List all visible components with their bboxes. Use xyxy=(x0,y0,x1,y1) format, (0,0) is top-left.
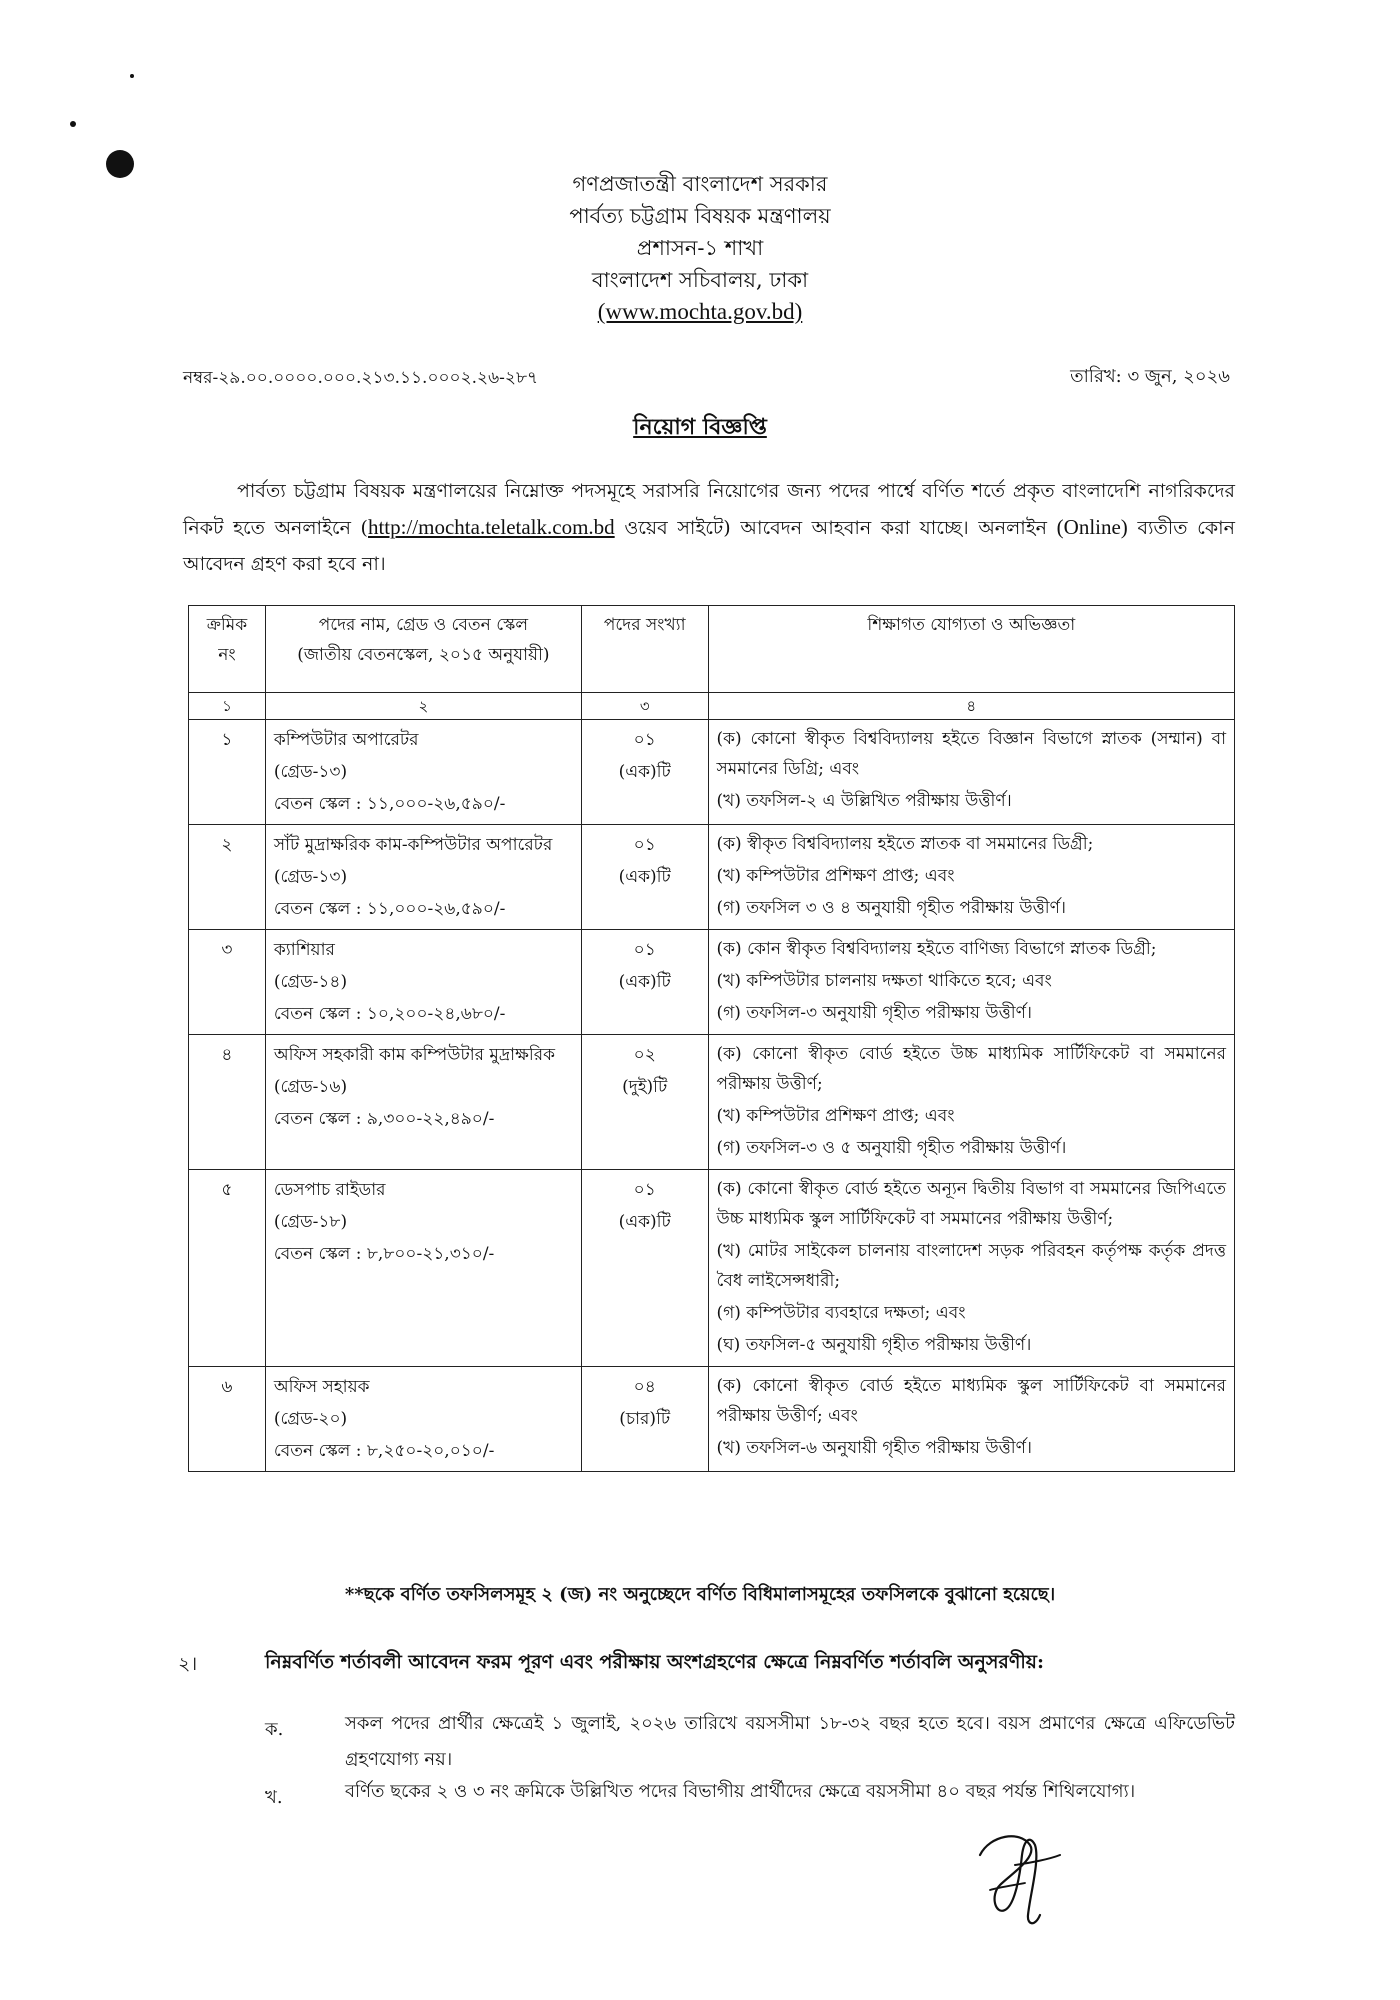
post-count: ০১ xyxy=(633,1180,656,1200)
post-cell xyxy=(265,930,581,1035)
vacancy-row xyxy=(189,930,1235,1035)
post-grade: (গ্রেড-১৬) xyxy=(273,1077,348,1097)
pay-scale: বেতন স্কেল : ১১,০০০-২৬,৫৯০/- xyxy=(273,794,506,814)
requirement-item: (গ) তফসিল-৩ ও ৫ অনুযায়ী গৃহীত পরীক্ষায় উত্তীর্ণ। xyxy=(716,1138,1067,1158)
condition-text: সকল পদের প্রার্থীর ক্ষেত্রেই ১ জুলাই, ২০২৬ তারিখে বয়সসীমা ১৮-৩২ বছর হতে হবে। বয়স প্রমাণের ক্ষেত্রে এফিডেভিট গ্রহণযোগ্য নয়। xyxy=(345,1713,1235,1770)
requirement-item: (ক) কোনো স্বীকৃত বোর্ড হইতে উচ্চ মাধ্যমিক সার্টিফিকেট বা সমমানের পরীক্ষায় উত্তীর্ণ; xyxy=(716,1044,1226,1094)
header-serial: ক্রমিক নং xyxy=(189,606,266,693)
notice-title: নিয়োগ বিজ্ঞপ্তি xyxy=(633,414,767,440)
table-header-row xyxy=(189,606,1235,693)
intro-text-1: পার্বত্য চট্টগ্রাম বিষয়ক মন্ত্রণালয়ের নিম্নোক্ত পদসমূহে সরাসরি নিয়োগের জন্য পদের পার্শ্বে বর্ণিত শর্তে প্রকৃত বাংলাদেশি নাগরিকদের নিকট হতে অনলাইনে ( xyxy=(183,480,1235,539)
post-grade: (গ্রেড-১৮) xyxy=(273,1212,348,1232)
memo-number: নম্বর-২৯.০০.০০০০.০০০.২১৩.১১.০০০২.২৬-২৮৭ xyxy=(183,368,539,388)
post-name: অফিস সহকারী কাম কম্পিউটার মুদ্রাক্ষরিক xyxy=(273,1045,555,1065)
post-count: ০১ xyxy=(633,730,656,750)
requirement-item: (গ) তফসিল ৩ ও ৪ অনুযায়ী গৃহীত পরীক্ষায় উত্তীর্ণ। xyxy=(716,898,1066,918)
vacancy-table xyxy=(188,605,1235,1472)
pay-scale: বেতন স্কেল : ১০,২০০-২৪,৬৮০/- xyxy=(273,1004,506,1024)
post-grade: (গ্রেড-১৩) xyxy=(273,762,348,782)
condition-letter: ক. xyxy=(265,1719,284,1740)
post-grade: (গ্রেড-১৩) xyxy=(273,867,348,887)
post-cell xyxy=(265,720,581,825)
pay-scale: বেতন স্কেল : ৯,৩০০-২২,৪৯০/- xyxy=(273,1109,495,1129)
requirement-item: (খ) কম্পিউটার চালনায় দক্ষতা থাকিতে হবে; এবং xyxy=(716,971,1052,991)
post-count-words: (এক)টি xyxy=(618,972,671,992)
scan-dot xyxy=(70,121,76,127)
qualification-cell xyxy=(708,1035,1234,1170)
qualification-cell xyxy=(708,720,1234,825)
vacancy-row xyxy=(189,720,1235,825)
table-footnote: **ছকে বর্ণিত তফসিলসমূহ ২ (জ) নং অনুচ্ছেদে বর্ণিত বিধিমালাসমূহের তফসিলকে বুঝানো হয়েছে। xyxy=(344,1584,1056,1605)
requirement-item: (খ) কম্পিউটার প্রশিক্ষণ প্রাপ্ত; এবং xyxy=(716,1106,955,1126)
header-post xyxy=(265,606,581,693)
section-number: ২। xyxy=(178,1653,198,1675)
serial-cell: ৪ xyxy=(189,1035,266,1170)
count-cell xyxy=(581,1035,708,1170)
post-grade: (গ্রেড-১৪) xyxy=(273,972,348,992)
qualification-cell xyxy=(708,1170,1234,1367)
scan-dot xyxy=(130,74,134,78)
intro-text-3: ব্যতীত কোন আবেদন গ্রহণ করা হবে না। xyxy=(183,517,1235,575)
post-count: ০২ xyxy=(633,1045,656,1065)
signature-image xyxy=(960,1815,1070,1935)
requirement-item: (ক) কোন স্বীকৃত বিশ্ববিদ্যালয় হইতে বাণিজ্য বিভাগে স্নাতক ডিগ্রী; xyxy=(716,939,1157,959)
count-cell xyxy=(581,930,708,1035)
section-heading: নিম্নবর্ণিত শর্তাবলী আবেদন ফরম পূরণ এবং পরীক্ষায় অংশগ্রহণের ক্ষেত্রে নিম্নবর্ণিত শর্তাবলি অনুসরণীয়: xyxy=(265,1651,1044,1673)
post-name: কম্পিউটার অপারেটর xyxy=(273,730,419,750)
letterhead xyxy=(0,168,1400,328)
notice-date: তারিখ: ৩ জুন, ২০২৬ xyxy=(1070,366,1230,387)
requirement-item: (গ) তফসিল-৩ অনুযায়ী গৃহীত পরীক্ষায় উত্তীর্ণ। xyxy=(716,1003,1032,1023)
requirement-item: (ক) কোনো স্বীকৃত বোর্ড হইতে অন্যূন দ্বিতীয় বিভাগ বা সমমানের জিপিএতে উচ্চ মাধ্যমিক স্কুল সার্টিফিকেট বা সমমানের পরীক্ষায় উত্তীর্ণ; xyxy=(716,1179,1226,1229)
serial-cell: ৫ xyxy=(189,1170,266,1367)
vacancy-rows xyxy=(189,720,1235,1472)
post-name: অফিস সহায়ক xyxy=(273,1377,370,1397)
pay-scale: বেতন স্কেল : ১১,০০০-২৬,৫৯০/- xyxy=(273,899,506,919)
count-cell xyxy=(581,825,708,930)
column-number: ৪ xyxy=(708,693,1234,720)
post-count: ০১ xyxy=(633,940,656,960)
count-cell xyxy=(581,1170,708,1367)
post-count-words: (এক)টি xyxy=(618,1212,671,1232)
header-ministry: পার্বত্য চট্টগ্রাম বিষয়ক মন্ত্রণালয় xyxy=(569,204,831,228)
serial-cell: ৩ xyxy=(189,930,266,1035)
vacancy-row xyxy=(189,1170,1235,1367)
intro-online-word: (Online) xyxy=(1056,515,1128,539)
count-cell xyxy=(581,1367,708,1472)
condition-letter: খ. xyxy=(265,1787,283,1808)
post-cell xyxy=(265,1170,581,1367)
application-link[interactable]: http://mochta.teletalk.com.bd xyxy=(367,515,615,539)
vacancy-row xyxy=(189,1367,1235,1472)
column-number: ৩ xyxy=(581,693,708,720)
intro-text-2: ওয়েব সাইটে) আবেদন আহবান করা যাচ্ছে। অনলাইন xyxy=(614,517,1057,539)
header-post-line2: (জাতীয় বেতনস্কেল, ২০১৫ অনুযায়ী) xyxy=(297,645,550,665)
pay-scale: বেতন স্কেল : ৮,৮০০-২১,৩১০/- xyxy=(273,1244,495,1264)
header-count: পদের সংখ্যা xyxy=(581,606,708,693)
header-secretariat: বাংলাদেশ সচিবালয়, ঢাকা xyxy=(591,268,809,292)
header-branch: প্রশাসন-১ শাখা xyxy=(636,236,764,260)
requirement-item: (ক) কোনো স্বীকৃত বোর্ড হইতে মাধ্যমিক স্কুল সার্টিফিকেট বা সমমানের পরীক্ষায় উত্তীর্ণ; এবং xyxy=(716,1376,1226,1426)
intro-paragraph xyxy=(183,473,1235,582)
requirement-item: (খ) তফসিল-৬ অনুযায়ী গৃহীত পরীক্ষায় উত্তীর্ণ। xyxy=(716,1438,1032,1458)
column-number: ২ xyxy=(265,693,581,720)
requirement-item: (ক) স্বীকৃত বিশ্ববিদ্যালয় হইতে স্নাতক বা সমমানের ডিগ্রী; xyxy=(716,834,1094,854)
post-name: ক্যাশিয়ার xyxy=(273,940,335,960)
post-count-words: (এক)টি xyxy=(618,867,671,887)
requirement-item: (খ) কম্পিউটার প্রশিক্ষণ প্রাপ্ত; এবং xyxy=(716,866,955,886)
requirement-item: (ক) কোনো স্বীকৃত বিশ্ববিদ্যালয় হইতে বিজ্ঞান বিভাগে স্নাতক (সম্মান) বা সমমানের ডিগ্রি; এবং xyxy=(716,729,1226,779)
requirement-item: (খ) তফসিল-২ এ উল্লিখিত পরীক্ষায় উত্তীর্ণ। xyxy=(716,791,1012,811)
header-website-link[interactable]: (www.mochta.gov.bd) xyxy=(597,299,803,324)
column-number: ১ xyxy=(189,693,266,720)
post-count-words: (চার)টি xyxy=(619,1409,671,1429)
header-post-line1: পদের নাম, গ্রেড ও বেতন স্কেল xyxy=(318,615,529,635)
post-grade: (গ্রেড-২০) xyxy=(273,1409,348,1429)
requirement-item: (খ) মোটর সাইকেল চালনায় বাংলাদেশ সড়ক পরিবহন কর্তৃপক্ষ কর্তৃক প্রদত্ত বৈধ লাইসেন্সধারী; xyxy=(716,1241,1226,1291)
serial-cell: ৬ xyxy=(189,1367,266,1472)
qualification-cell xyxy=(708,825,1234,930)
post-count: ০৪ xyxy=(633,1377,656,1397)
header-government: গণপ্রজাতন্ত্রী বাংলাদেশ সরকার xyxy=(572,172,828,196)
pay-scale: বেতন স্কেল : ৮,২৫০-২০,০১০/- xyxy=(273,1441,495,1461)
post-cell xyxy=(265,1367,581,1472)
vacancy-row xyxy=(189,825,1235,930)
post-count-words: (দুই)টি xyxy=(622,1077,668,1097)
condition-text: বর্ণিত ছকের ২ ও ৩ নং ক্রমিকে উল্লিখিত পদের বিভাগীয় প্রার্থীদের ক্ষেত্রে বয়সসীমা ৪০ বছর পর্যন্ত শিথিলযোগ্য। xyxy=(345,1781,1136,1802)
vacancy-row xyxy=(189,1035,1235,1170)
count-cell xyxy=(581,720,708,825)
requirement-item: (ঘ) তফসিল-৫ অনুযায়ী গৃহীত পরীক্ষায় উত্তীর্ণ। xyxy=(716,1335,1032,1355)
serial-cell: ২ xyxy=(189,825,266,930)
qualification-cell xyxy=(708,1367,1234,1472)
post-count: ০১ xyxy=(633,835,656,855)
post-name: সাঁট মুদ্রাক্ষরিক কাম-কম্পিউটার অপারেটর xyxy=(273,835,553,855)
post-name: ডেসপাচ রাইডার xyxy=(273,1180,386,1200)
requirement-item: (গ) কম্পিউটার ব্যবহারে দক্ষতা; এবং xyxy=(716,1303,966,1323)
header-qualification: শিক্ষাগত যোগ্যতা ও অভিজ্ঞতা xyxy=(708,606,1234,693)
qualification-cell xyxy=(708,930,1234,1035)
serial-cell: ১ xyxy=(189,720,266,825)
post-cell xyxy=(265,1035,581,1170)
post-count-words: (এক)টি xyxy=(618,762,671,782)
column-number-row xyxy=(189,693,1235,720)
post-cell xyxy=(265,825,581,930)
